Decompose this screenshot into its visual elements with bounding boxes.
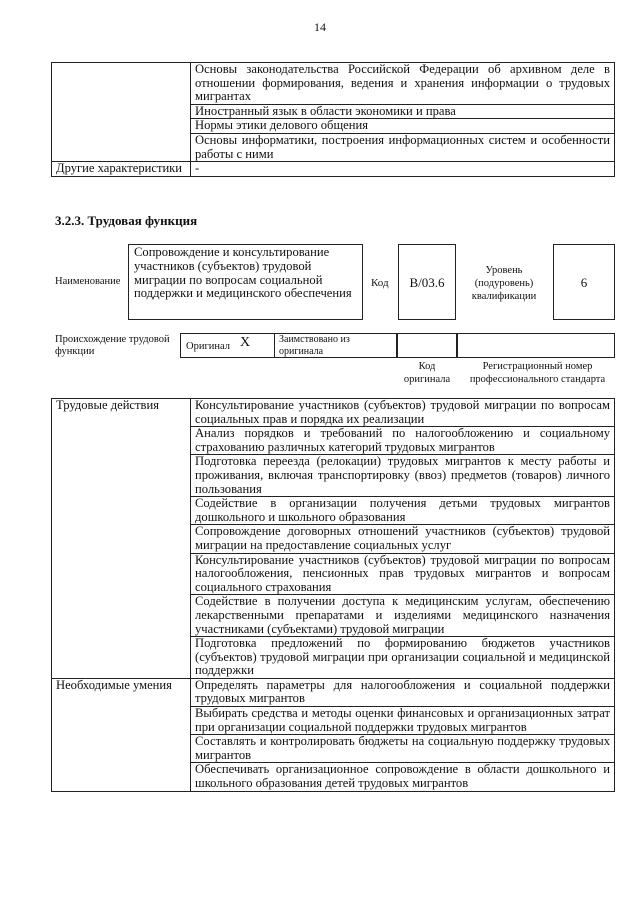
other-characteristics-label: Другие характеристики — [52, 162, 191, 177]
other-characteristics-value: - — [191, 162, 615, 177]
skill-item: Обеспечивать организационное сопровождение в области дошкольного и школьного образования детей трудовых мигрантов — [191, 763, 615, 791]
skill-item: Составлять и контролировать бюджеты на социальную поддержку трудовых мигрантов — [191, 735, 615, 763]
action-item: Содействие в организации получения детьми трудовых мигрантов дошкольного и школьного образования — [191, 497, 615, 525]
function-name: Сопровождение и консультирование участников (субъектов) трудовой миграции по вопросам социальной поддержки и медицинского обеспечения — [128, 244, 363, 320]
action-item: Содействие в получении доступа к медицинским услугам, обеспечению лекарственными препаратами и изделиями медицинского назначения участниками (субъектами) трудовой миграции — [191, 595, 615, 637]
action-item: Подготовка переезда (релокации) трудовых мигрантов к месту работы и проживания, включая транспортировку (ввоз) предметов (товаров) личного пользования — [191, 455, 615, 497]
knowledge-item: Нормы этики делового общения — [191, 119, 615, 134]
actions-label: Трудовые действия — [52, 399, 191, 679]
original-mark: X — [240, 335, 251, 350]
skill-item: Выбирать средства и методы оценки финансовых и организационных затрат при организации социальной поддержки трудовых мигрантов — [191, 707, 615, 735]
registration-number-box — [457, 333, 615, 358]
knowledge-item: Иностранный язык в области экономики и права — [191, 104, 615, 119]
registration-caption: Регистрационный номер профессионального стандарта — [469, 361, 606, 385]
original-label: Оригинал — [186, 341, 230, 352]
function-code: B/03.6 — [398, 244, 456, 320]
knowledge-item: Основы законодательства Российской Федерации об архивном деле в отношении формирования, ведения и хранения информации о трудовых мигрантах — [191, 63, 615, 105]
action-item: Анализ порядков и требований по налогообложению и социальному страхованию различных категорий трудовых мигрантов — [191, 427, 615, 455]
level-label: Уровень (подуровень) квалификации — [471, 265, 537, 302]
origin-divider — [274, 333, 275, 358]
action-item: Сопровождение договорных отношений участников (субъектов) трудовой миграции на предоставление социальных услуг — [191, 525, 615, 553]
knowledge-label-cell — [52, 63, 191, 162]
knowledge-item: Основы информатики, построения информационных систем и особенности работы с ними — [191, 133, 615, 161]
page-number: 14 — [314, 20, 326, 34]
action-item: Консультирование участников (субъектов) трудовой миграции по вопросам налогообложения, пенсионных прав трудовых мигрантов и вопросам социального страхования — [191, 553, 615, 595]
name-label: Наименование — [55, 276, 121, 287]
borrowed-label: Заимствовано из оригинала — [279, 334, 350, 357]
knowledge-table — [51, 62, 615, 177]
qualification-level: 6 — [553, 244, 615, 320]
action-item: Подготовка предложений по формированию бюджетов участников (субъектов) трудовой миграции при организации социальной и медицинской поддержки — [191, 637, 615, 679]
skill-item: Определять параметры для налогообложения и социальной поддержки трудовых мигрантов — [191, 678, 615, 706]
actions-skills-table — [51, 398, 615, 792]
skills-label: Необходимые умения — [52, 678, 191, 791]
original-code-box — [397, 333, 457, 358]
origin-label: Происхождение трудовой функции — [55, 334, 170, 357]
section-title: 3.2.3. Трудовая функция — [55, 213, 198, 228]
action-item: Консультирование участников (субъектов) трудовой миграции по вопросам социальных прав и порядка их реализации — [191, 399, 615, 427]
code-caption: Код оригинала — [403, 361, 451, 385]
code-label: Код — [371, 277, 389, 289]
